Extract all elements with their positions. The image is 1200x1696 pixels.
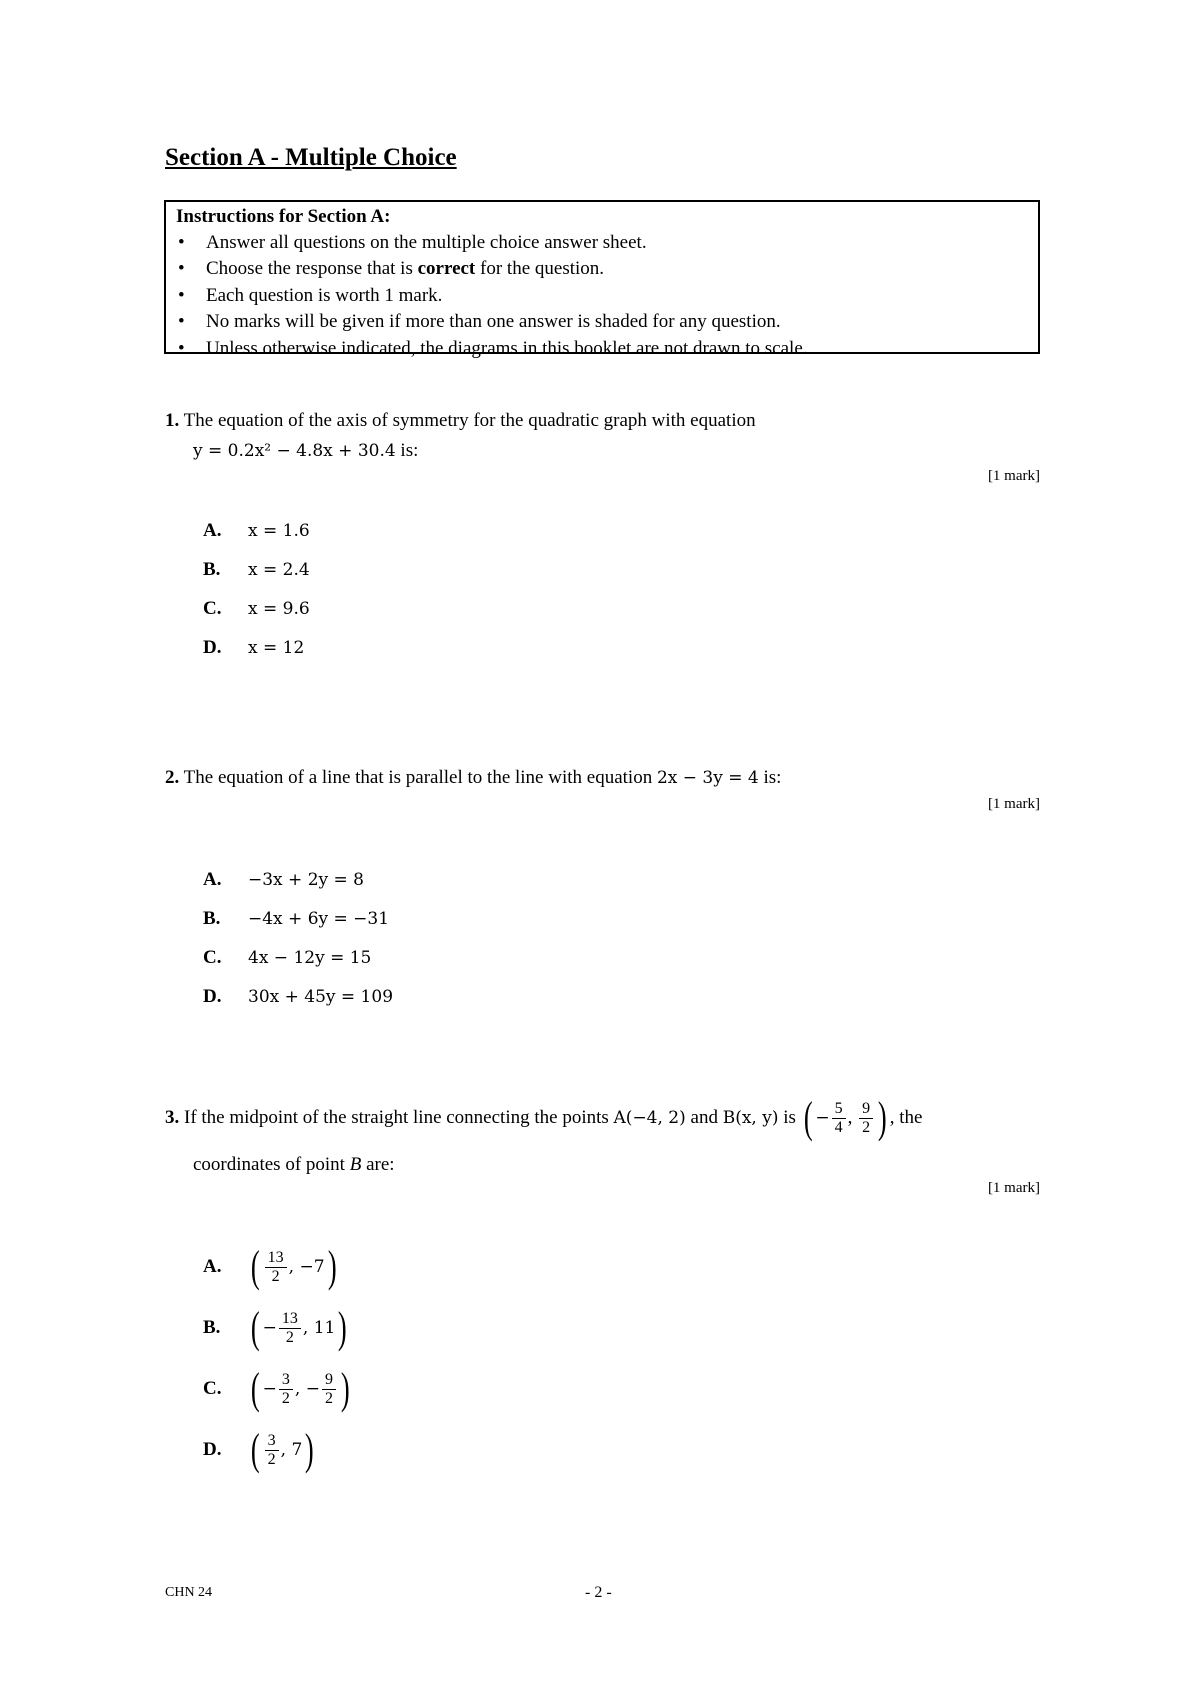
minus-sign: − [262, 1318, 277, 1338]
instruction-item: • No marks will be given if more than one answer is shaded for any question. [176, 309, 1028, 335]
option-c[interactable] [203, 947, 371, 969]
option-c[interactable] [203, 598, 310, 620]
option-letter: D. [203, 986, 222, 1007]
instructions-box [164, 200, 1040, 359]
bullet-icon: • [178, 258, 185, 280]
option-text: x = 9.6 [248, 599, 310, 619]
minus-sign: − [305, 1379, 320, 1399]
option-d[interactable] [203, 637, 304, 659]
fraction: $\frac{9}{2}$ [859, 1100, 873, 1137]
variable: B [349, 1154, 362, 1175]
instruction-item: • Answer all questions on the multiple choice answer sheet. [176, 230, 1028, 256]
option-text: −3x + 2y = 8 [248, 870, 364, 890]
bullet-icon: • [178, 311, 185, 333]
question-text: are: [366, 1154, 395, 1175]
option-a[interactable]: A. ( $\frac{13}{2}$ , −7 ) [203, 1242, 337, 1291]
and-text: and [690, 1107, 718, 1128]
option-text: x = 1.6 [248, 521, 310, 541]
option-d[interactable] [203, 986, 393, 1008]
close-paren-icon: ) [327, 1242, 337, 1291]
instructions-title: Instructions for Section A: [176, 206, 391, 227]
option-letter: C. [203, 598, 222, 619]
bullet-icon: • [178, 284, 185, 306]
fraction: $\frac{3}{2}$ [265, 1432, 279, 1469]
question-number: 1. [165, 410, 180, 431]
equation: y = 0.2x² − 4.8x + 30.4 [193, 441, 396, 461]
option-text: 4x − 12y = 15 [248, 948, 372, 968]
is-text: is [783, 1107, 796, 1128]
close-paren-icon: ) [338, 1303, 348, 1352]
option-letter: A. [203, 520, 222, 541]
open-paren-icon: ( [250, 1425, 260, 1474]
option-b[interactable] [203, 908, 389, 930]
option-letter: C. [203, 1378, 222, 1399]
question-2 [165, 767, 781, 789]
question-number: 3. [165, 1107, 180, 1128]
close-paren-icon: ) [305, 1425, 315, 1474]
question-3: 3. If the midpoint of the straight line connecting the points A(−4, 2) and B(x, y) is ( − $\frac{5}{4}$ , $\frac{9}{2}$ ) , the [165, 1093, 923, 1142]
option-letter: B. [203, 559, 221, 580]
question-suffix: is: [763, 767, 782, 788]
option-text: x = 2.4 [248, 560, 310, 580]
question-1 [165, 410, 756, 432]
footer-code: CHN 24 [165, 1585, 213, 1600]
question-text: coordinates of point [193, 1154, 345, 1175]
option-letter: B. [203, 908, 221, 929]
instructions-list [176, 230, 1028, 362]
question-text: The equation of the axis of symmetry for the quadratic graph with equation [183, 410, 756, 431]
option-value: −7 [299, 1257, 325, 1277]
option-letter: B. [203, 1317, 221, 1338]
option-value: 7 [291, 1440, 303, 1460]
open-paren-icon: ( [250, 1303, 260, 1352]
option-letter: A. [203, 869, 222, 890]
question-text: If the midpoint of the straight line connecting the points [184, 1107, 609, 1128]
fraction: $\frac{3}{2}$ [279, 1371, 293, 1408]
point-b: B(x, y) [722, 1108, 779, 1128]
option-text: −4x + 6y = −31 [248, 909, 390, 929]
minus-sign: − [815, 1108, 830, 1128]
page-number: - 2 - [585, 1584, 612, 1601]
close-paren-icon: ) [340, 1364, 350, 1413]
option-b[interactable]: B. ( − $\frac{13}{2}$ , 11 ) [203, 1303, 348, 1352]
fraction: $\frac{9}{2}$ [322, 1371, 336, 1408]
fraction: $\frac{13}{2}$ [279, 1310, 301, 1347]
open-paren-icon: ( [250, 1364, 260, 1413]
option-a[interactable] [203, 520, 310, 542]
instruction-item: • Choose the response that is correct for the question. [176, 256, 1028, 282]
option-letter: C. [203, 947, 222, 968]
open-paren-icon: ( [250, 1242, 260, 1291]
option-a[interactable] [203, 869, 364, 891]
minus-sign: − [262, 1379, 277, 1399]
fraction: $\frac{13}{2}$ [265, 1249, 287, 1286]
option-letter: A. [203, 1256, 222, 1277]
point-a: A(−4, 2) [613, 1108, 686, 1128]
marks-label: [1 mark] [987, 1180, 1040, 1196]
option-text: x = 12 [248, 638, 305, 658]
option-b[interactable] [203, 559, 310, 581]
option-letter: D. [203, 637, 222, 658]
option-c[interactable]: C. ( − $\frac{3}{2}$ , − $\frac{9}{2}$ ) [203, 1364, 350, 1413]
open-paren-icon: ( [803, 1093, 813, 1142]
question-number: 2. [165, 767, 180, 788]
question-3-line2 [193, 1154, 395, 1176]
question-1-equation-line [193, 440, 418, 462]
instruction-item: • Each question is worth 1 mark. [176, 283, 1028, 309]
question-text: The equation of a line that is parallel to the line with equation [183, 767, 653, 788]
bullet-icon: • [178, 337, 185, 359]
instruction-item: • Unless otherwise indicated, the diagrams in this booklet are not drawn to scale. [176, 336, 1028, 362]
option-value: 11 [313, 1318, 336, 1338]
equation: 2x − 3y = 4 [656, 768, 759, 788]
option-d[interactable]: D. ( $\frac{3}{2}$ , 7 ) [203, 1425, 315, 1474]
close-paren-icon: ) [877, 1093, 887, 1142]
question-text: , the [889, 1107, 923, 1128]
question-suffix: is: [400, 440, 419, 461]
marks-label: [1 mark] [987, 796, 1040, 812]
bullet-icon: • [178, 232, 185, 253]
marks-label: [1 mark] [987, 468, 1040, 484]
option-text: 30x + 45y = 109 [248, 987, 394, 1007]
option-letter: D. [203, 1439, 222, 1460]
fraction: $\frac{5}{4}$ [832, 1100, 846, 1137]
section-title: Section A - Multiple Choice [165, 144, 457, 171]
